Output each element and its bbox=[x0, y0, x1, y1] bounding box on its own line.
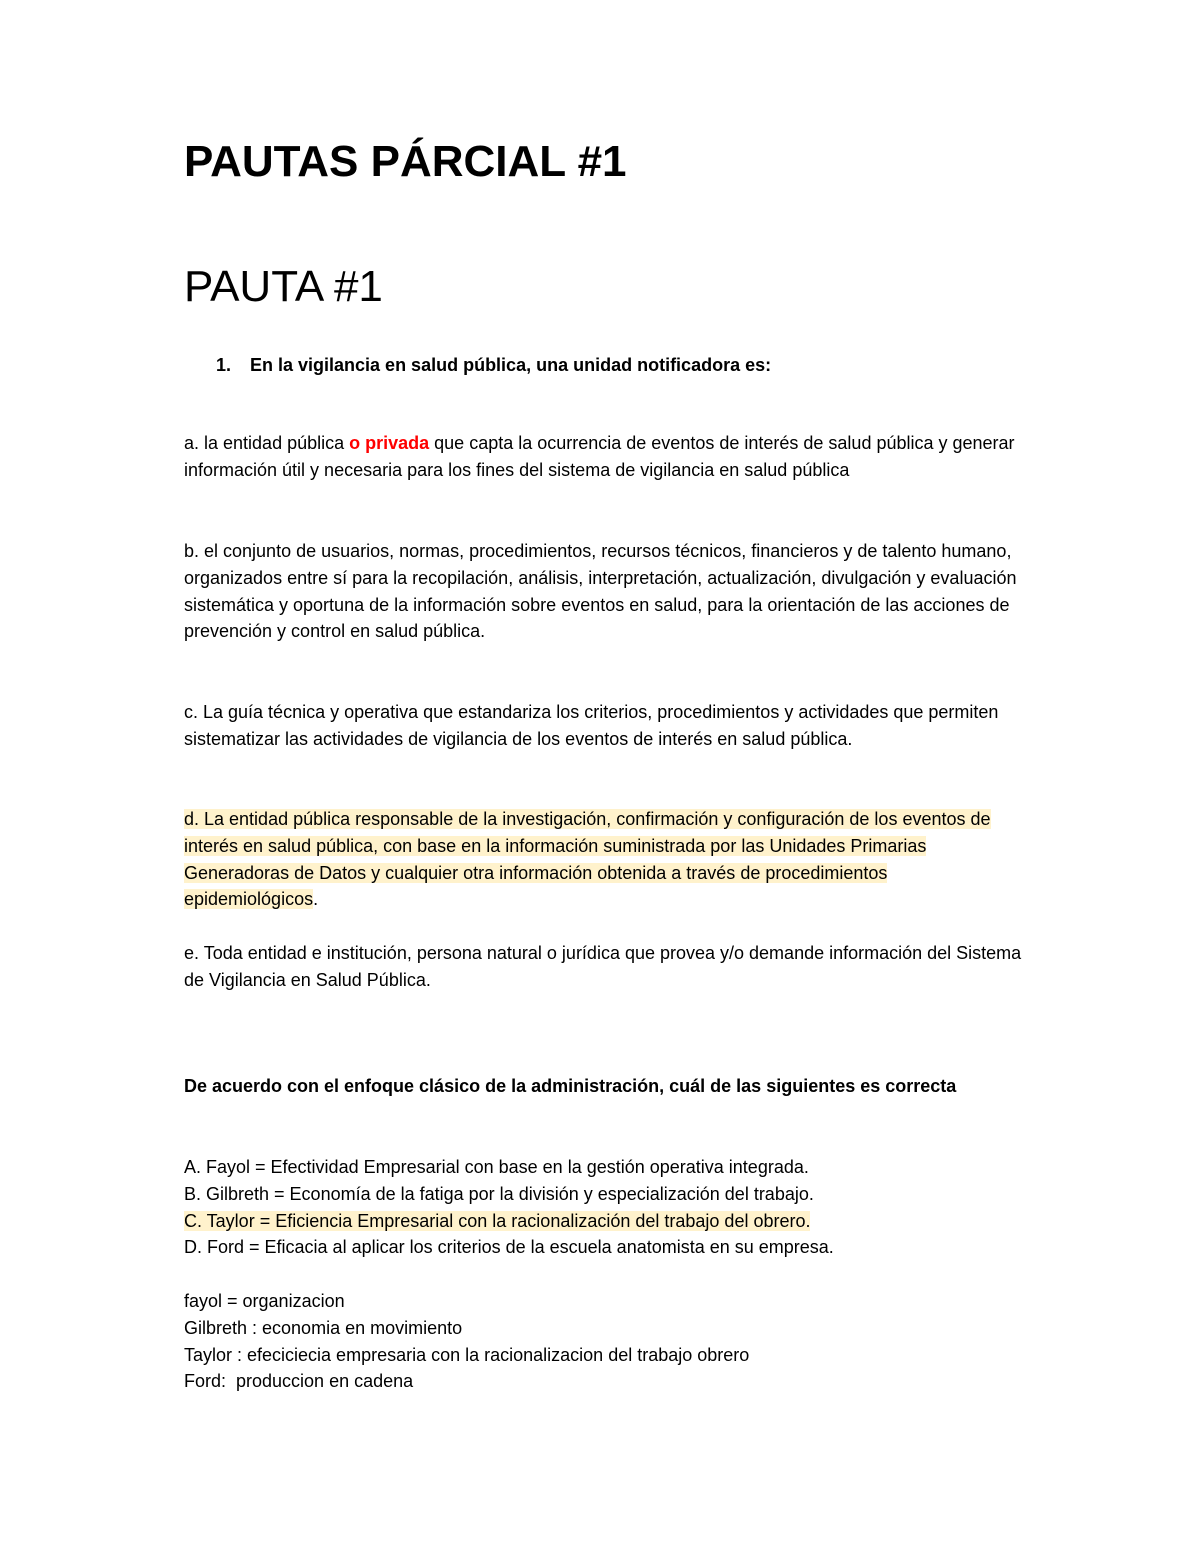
option-a-prefix: a. la entidad pública bbox=[184, 433, 350, 453]
document-subtitle: PAUTA #1 bbox=[184, 262, 383, 311]
document-title: PAUTAS PÁRCIAL #1 bbox=[184, 137, 627, 186]
option-d-ford: D. Ford = Eficacia al aplicar los criterios de la escuela anatomista en su empresa. bbox=[184, 1237, 834, 1258]
note-gilbreth: Gilbreth : economia en movimiento bbox=[184, 1317, 463, 1338]
option-b-gilbreth: B. Gilbreth = Economía de la fatiga por la división y especialización del trabajo. bbox=[184, 1183, 814, 1204]
option-d-highlighted: d. La entidad pública responsable de la investigación, confirmación y configuración de los eventos de interés en salud pública, con base en la información suministrada por las Unidades Primarias Generadoras de Datos y cualquier otra información obtenida a través de procedimientos epidemiológicos bbox=[184, 809, 991, 910]
option-d bbox=[184, 806, 1024, 913]
question-2-text: De acuerdo con el enfoque clásico de la administración, cuál de las siguientes es correcta bbox=[184, 1076, 957, 1096]
option-a bbox=[184, 430, 1024, 484]
question-1-number: 1. bbox=[216, 355, 232, 375]
option-a-suffix: que capta la ocurrencia de eventos de interés de salud pública y generar información útil y necesaria para los fines del sistema de vigilancia en salud pública bbox=[184, 433, 1015, 480]
question-2-options bbox=[184, 1154, 1024, 1261]
note-ford: Ford: produccion en cadena bbox=[184, 1371, 414, 1392]
question-2-notes bbox=[184, 1288, 1024, 1395]
option-b: b. el conjunto de usuarios, normas, procedimientos, recursos técnicos, financieros y de talento humano, organizados entre sí para la recopilación, análisis, interpretación, actualización, divulgación y evaluación sistemática y oportuna de la información sobre eventos en salud, para la orientación de las acciones de prevención y control en salud pública. bbox=[184, 541, 1017, 642]
note-fayol: fayol = organizacion bbox=[184, 1291, 345, 1311]
question-1 bbox=[216, 352, 771, 378]
option-d-tail: . bbox=[313, 889, 319, 910]
option-c-taylor-correct: C. Taylor = Eficiencia Empresarial con la racionalización del trabajo del obrero. bbox=[184, 1210, 811, 1231]
note-taylor: Taylor : efeciciecia empresaria con la racionalizacion del trabajo obrero bbox=[184, 1344, 750, 1365]
option-a-emphasis: o privada bbox=[349, 433, 430, 453]
option-c: c. La guía técnica y operativa que estandariza los criterios, procedimientos y actividades que permiten sistematizar las actividades de vigilancia de los eventos de interés en salud pública. bbox=[184, 702, 999, 749]
option-e: e. Toda entidad e institución, persona natural o jurídica que provea y/o demande información del Sistema de Vigilancia en Salud Pública. bbox=[184, 943, 1022, 990]
option-a-fayol: A. Fayol = Efectividad Empresarial con base en la gestión operativa integrada. bbox=[184, 1157, 809, 1177]
question-1-text: En la vigilancia en salud pública, una unidad notificadora es: bbox=[250, 355, 772, 375]
